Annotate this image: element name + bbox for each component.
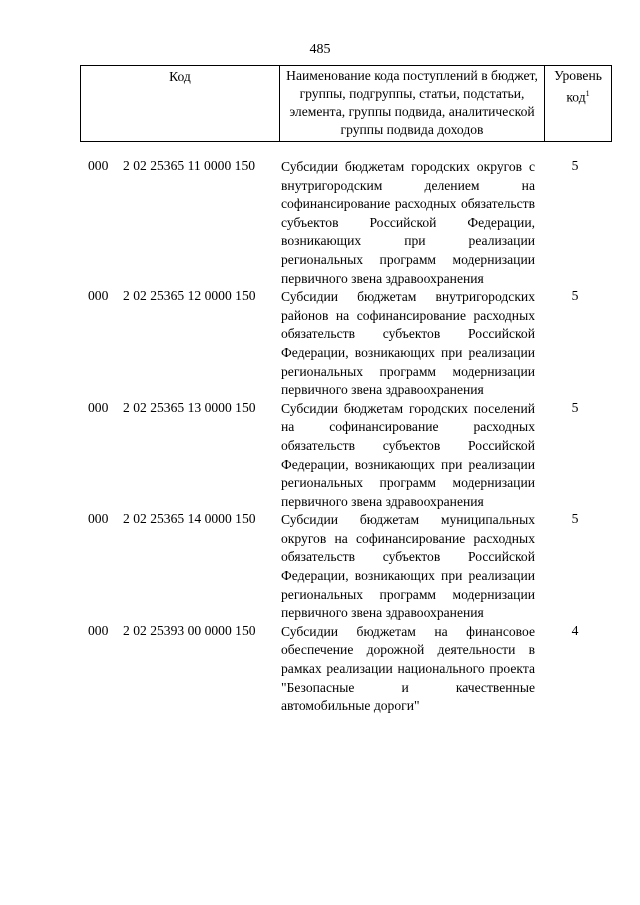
code-level: 5 [571,399,579,415]
admin-code: 000 [88,622,109,638]
revenue-code: 2 02 25365 11 0000 150 [123,158,256,173]
table-body [80,158,612,716]
header-level-text: Уровень код [554,68,602,105]
table-row [80,158,612,288]
revenue-code: 2 02 25365 12 0000 150 [123,288,256,304]
revenue-code: 2 02 25365 14 0000 150 [123,511,256,527]
code-level: 5 [571,511,579,527]
table-header [80,65,612,142]
revenue-name: Субсидии бюджетам городских округов с внутригородским делением на софинансирование расходных обязательств субъектов Российской Федерации, возникающих при реализации региональных программ модернизации первичного звена здравоохранения [281,159,535,286]
table-row [80,288,612,400]
header-code: Код [81,66,280,142]
table-row [80,511,612,623]
admin-code: 000 [88,288,109,304]
revenue-name: Субсидии бюджетам внутригородских районов на софинансирование расходных обязательств субъектов Российской Федерации, возникающих при реализации региональных программ модернизации первичного звена здравоохранения [281,289,535,398]
revenue-name: Субсидии бюджетам муниципальных округов на софинансирование расходных обязательств субъектов Российской Федерации, возникающих при реализации региональных программ модернизации первичного звена здравоохранения [281,512,535,621]
header-level [545,66,612,142]
code-level: 5 [571,288,579,304]
code-level: 5 [571,158,579,173]
admin-code: 000 [88,399,109,415]
header-name: Наименование кода поступлений в бюджет, группы, подгруппы, статьи, подстатьи, элемента, группы подвида, аналитической группы подвида доходов [280,66,545,142]
page-number: 485 [309,42,331,57]
footnote-marker: 1 [585,89,590,98]
revenue-code: 2 02 25365 13 0000 150 [123,399,256,415]
table-row [80,623,612,716]
code-level: 4 [571,622,579,638]
revenue-name: Субсидии бюджетам городских поселений на софинансирование расходных обязательств субъектов Российской Федерации, возникающих при реализации региональных программ модернизации первичного звена здравоохранения [281,400,535,509]
revenue-code: 2 02 25393 00 0000 150 [123,622,256,638]
table-row [80,400,612,512]
admin-code: 000 [88,511,109,527]
revenue-name: Субсидии бюджетам на финансовое обеспечение дорожной деятельности в рамках реализации национального проекта "Безопасные и качественные автомобильные дороги" [281,623,535,714]
admin-code: 000 [88,158,109,173]
